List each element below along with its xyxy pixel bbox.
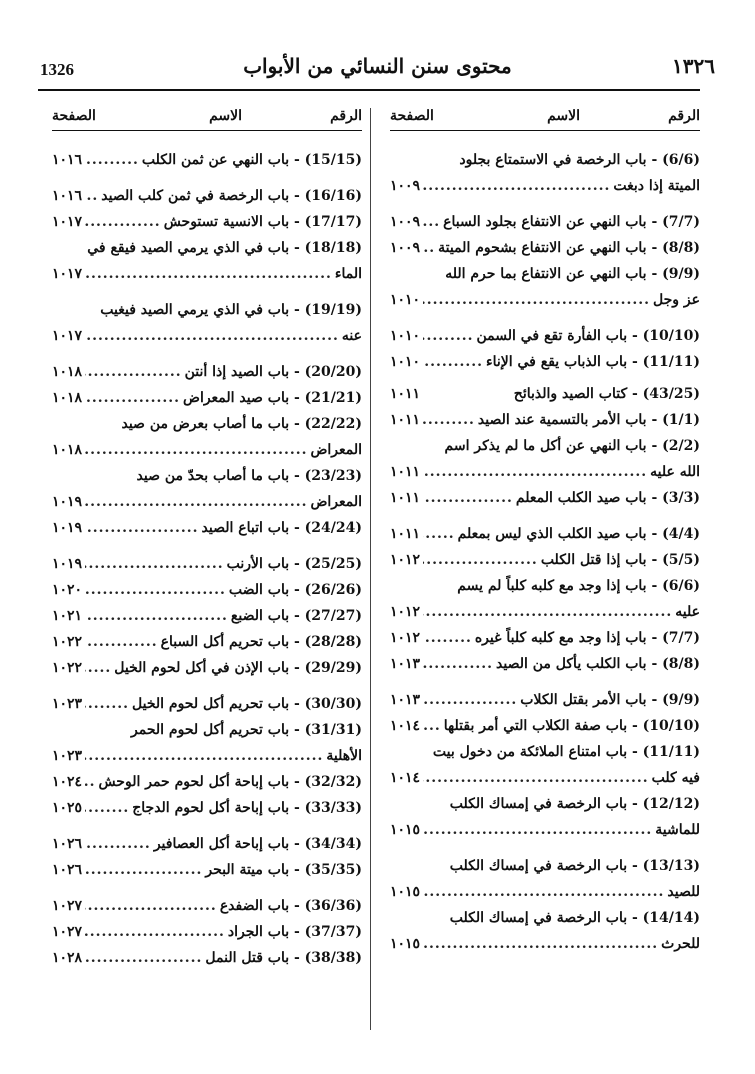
entry-page-number: ١٠١٠ — [390, 354, 421, 370]
entry-title-continuation: عليه — [675, 604, 700, 620]
entry-page-number: ١٠٢٣ — [52, 748, 83, 764]
toc-entry — [390, 547, 700, 573]
toc-entry — [52, 919, 362, 945]
entry-title-continuation: الميتة إذا دبغت — [613, 178, 700, 194]
entry-title: (21/21) - باب صيد المعراض — [183, 390, 362, 406]
header-name: الاسم — [209, 108, 242, 124]
entry-page-number: ١٠١٧ — [52, 328, 83, 344]
leader-dots — [423, 407, 475, 433]
header-number: الرقم — [330, 108, 362, 124]
leader-dots — [85, 437, 307, 463]
entry-title-continuation: للحرث — [661, 936, 700, 952]
entry-title: (32/32) - باب إباحة أكل لحوم حمر الوحش — [98, 774, 362, 790]
page-number-arabic: ١٣٢٦ — [672, 54, 715, 78]
leader-dots — [85, 945, 202, 971]
entry-title-continuation: للماشية — [655, 822, 700, 838]
entry-title: (34/34) - باب إباحة أكل العصافير — [153, 836, 362, 852]
entry-title-continuation: عنه — [341, 328, 362, 344]
entry-page-number: ١٠١٩ — [52, 494, 83, 510]
entry-title: (6/6) - باب إذا وجد مع كلبه كلباً لم يسم — [457, 578, 700, 594]
toc-entry — [52, 629, 362, 655]
entry-title: (24/24) - باب اتباع الصيد — [201, 520, 362, 536]
leader-dots — [423, 485, 513, 511]
entry-page-number: ١٠١٠ — [390, 328, 421, 344]
leader-dots — [85, 743, 323, 769]
toc-entry — [52, 183, 362, 209]
entry-page-number: ١٠٢٣ — [52, 696, 83, 712]
leader-dots — [423, 713, 441, 739]
entry-page-number: ١٠١٨ — [52, 442, 83, 458]
leader-dots — [85, 769, 95, 795]
leader-dots — [85, 655, 111, 681]
leader-dots — [423, 547, 538, 573]
entry-title: (2/2) - باب النهي عن أكل ما لم يذكر اسم — [444, 438, 700, 454]
entry-title: (37/37) - باب الجراد — [227, 924, 362, 940]
entry-page-number: ١٠١٨ — [52, 364, 83, 380]
leader-dots — [423, 349, 483, 375]
leader-dots — [85, 857, 202, 883]
leader-dots — [85, 323, 339, 349]
header-name: الاسم — [547, 108, 580, 124]
toc-entry — [390, 433, 700, 485]
leader-dots — [85, 551, 224, 577]
entry-page-number: ١٠٠٩ — [390, 178, 421, 194]
toc-entry — [390, 625, 700, 651]
entry-page-number: ١٠١١ — [390, 490, 421, 506]
toc-entry — [52, 209, 362, 235]
toc-entry — [390, 323, 700, 349]
entry-page-number: ١٠٢٦ — [52, 836, 83, 852]
entry-title: (27/27) - باب الضبع — [230, 608, 362, 624]
leader-dots — [423, 817, 652, 843]
running-title: محتوى سنن النسائي من الأبواب — [243, 54, 512, 78]
toc-entry — [390, 713, 700, 739]
entry-title: (30/30) - باب تحريم أكل لحوم الخيل — [132, 696, 362, 712]
entry-page-number: ١٠٢٧ — [52, 924, 83, 940]
entry-page-number: ١٠١٢ — [390, 604, 421, 620]
toc-entry — [390, 147, 700, 199]
toc-entry — [52, 147, 362, 173]
header-rule — [38, 89, 700, 91]
entry-page-number: ١٠١٧ — [52, 266, 83, 282]
entry-title: (19/19) - باب في الذي يرمي الصيد فيغيب — [100, 302, 362, 318]
entry-page-number: ١٠١١ — [390, 412, 421, 428]
entry-page-number: ١٠١٥ — [390, 822, 421, 838]
leader-dots — [85, 603, 228, 629]
leader-dots — [85, 489, 307, 515]
entry-title: (20/20) - باب الصيد إذا أنتن — [184, 364, 362, 380]
entry-title: (22/22) - باب ما أصاب بعرض من صيد — [121, 416, 362, 432]
entry-page-number: ١٠١٦ — [52, 188, 83, 204]
entry-title: (10/10) - باب صفة الكلاب التي أمر بقتلها — [443, 718, 700, 734]
entry-page-number: ١٠١٣ — [390, 656, 421, 672]
leader-dots — [423, 323, 473, 349]
entry-page-number: ١٠٠٩ — [390, 214, 421, 230]
toc-entry — [390, 853, 700, 905]
toc-entry — [52, 945, 362, 971]
toc-entry — [52, 297, 362, 349]
entry-title: (16/16) - باب الرخصة في ثمن كلب الصيد — [101, 188, 362, 204]
entry-title: (26/26) - باب الضب — [228, 582, 362, 598]
entry-title: (15/15) - باب النهي عن ثمن الكلب — [141, 152, 362, 168]
leader-dots — [423, 651, 493, 677]
entry-page-number: ١٠١٥ — [390, 884, 421, 900]
leader-dots — [85, 919, 225, 945]
toc-entry — [52, 551, 362, 577]
left-column — [52, 108, 362, 971]
leader-dots — [85, 893, 217, 919]
entry-title: (31/31) - باب تحريم أكل لحوم الحمر — [131, 722, 362, 738]
leader-dots — [85, 261, 332, 287]
entry-title: (23/23) - باب ما أصاب بحدّ من صيد — [136, 468, 362, 484]
toc-entry — [52, 717, 362, 769]
toc-entry — [52, 515, 362, 541]
entry-title: (4/4) - باب صيد الكلب الذي ليس بمعلم — [457, 526, 700, 542]
leader-dots — [85, 515, 198, 541]
entry-title: (10/10) - باب الفأرة تقع في السمن — [476, 328, 700, 344]
entry-title: (5/5) - باب إذا قتل الكلب — [540, 552, 700, 568]
leader-dots — [85, 577, 226, 603]
entry-title: (14/14) - باب الرخصة في إمساك الكلب — [449, 910, 700, 926]
leader-dots — [423, 209, 440, 235]
entry-title-continuation: الماء — [334, 266, 362, 282]
entry-page-number: ١٠١٤ — [390, 770, 421, 786]
toc-entry — [390, 407, 700, 433]
entry-page-number: ١٠١٧ — [52, 214, 83, 230]
toc-entry — [52, 691, 362, 717]
leader-dots — [423, 173, 610, 199]
leader-dots — [423, 599, 672, 625]
entry-title-continuation: فيه كلب — [651, 770, 700, 786]
entry-page-number: ١٠١١ — [390, 464, 421, 480]
entry-title-continuation: المعراض — [310, 442, 362, 458]
column-header — [52, 108, 362, 131]
leader-dots — [85, 795, 129, 821]
entry-title: (3/3) - باب صيد الكلب المعلم — [515, 490, 700, 506]
column-divider — [370, 108, 371, 1030]
header-page: الصفحة — [390, 108, 434, 124]
entry-page-number: ١٠١٩ — [52, 520, 83, 536]
leader-dots — [423, 235, 435, 261]
toc-entry — [390, 687, 700, 713]
page-number-latin: 1326 — [40, 60, 74, 79]
entry-title: (13/13) - باب الرخصة في إمساك الكلب — [449, 858, 700, 874]
toc-entry — [390, 905, 700, 957]
toc-entry — [52, 603, 362, 629]
entry-title: (18/18) - باب في الذي يرمي الصيد فيقع في — [87, 240, 362, 256]
toc-entry — [52, 769, 362, 795]
entry-title: (35/35) - باب ميتة البحر — [205, 862, 362, 878]
entry-page-number: ١٠١٦ — [52, 152, 83, 168]
entry-title: (7/7) - باب النهي عن الانتفاع بجلود السباع — [443, 214, 700, 230]
entry-title: (8/8) - باب النهي عن الانتفاع بشحوم الميتة — [438, 240, 700, 256]
entry-page-number: ١٠١٣ — [390, 692, 421, 708]
entry-title: (12/12) - باب الرخصة في إمساك الكلب — [449, 796, 700, 812]
header-number: الرقم — [668, 108, 700, 124]
entry-title: (1/1) - باب الأمر بالتسمية عند الصيد — [477, 412, 700, 428]
entry-page-number: ١٠٢٦ — [52, 862, 83, 878]
chapter-heading — [390, 381, 700, 407]
entry-title: (6/6) - باب الرخصة في الاستمتاع بجلود — [459, 152, 700, 168]
entry-title: (33/33) - باب إباحة أكل لحوم الدجاج — [132, 800, 362, 816]
leader-dots — [85, 359, 182, 385]
entry-page-number: ١٠١٢ — [390, 630, 421, 646]
entry-page-number: ١٠٢٤ — [52, 774, 83, 790]
leader-dots — [423, 459, 647, 485]
toc-entry — [52, 235, 362, 287]
leader-dots — [423, 521, 455, 547]
leader-dots — [85, 691, 129, 717]
toc-entry — [390, 791, 700, 843]
toc-entry — [390, 349, 700, 375]
leader-dots — [423, 765, 649, 791]
toc-entry — [52, 795, 362, 821]
leader-dots — [423, 287, 650, 313]
leader-dots — [423, 879, 664, 905]
toc-entry — [390, 261, 700, 313]
toc-entry — [52, 655, 362, 681]
toc-entry — [390, 485, 700, 511]
toc-entry — [52, 893, 362, 919]
toc-entry — [390, 521, 700, 547]
leader-dots — [85, 183, 98, 209]
entry-title: (25/25) - باب الأرنب — [226, 556, 362, 572]
toc-entry — [52, 359, 362, 385]
entry-title: (9/9) - باب النهي عن الانتفاع بما حرم الله — [445, 266, 700, 282]
entry-page-number: ١٠٢٥ — [52, 800, 83, 816]
entry-page-number: ١٠١١ — [390, 386, 421, 402]
entry-page-number: ١٠١١ — [390, 526, 421, 542]
leader-dots — [423, 931, 658, 957]
toc-entry — [52, 831, 362, 857]
entry-list — [390, 147, 700, 957]
entry-page-number: ١٠١٩ — [52, 556, 83, 572]
entry-title: (9/9) - باب الأمر بقتل الكلاب — [520, 692, 700, 708]
entry-page-number: ١٠٢٢ — [52, 634, 83, 650]
entry-title: (29/29) - باب الإذن في أكل لحوم الخيل — [114, 660, 362, 676]
entry-title: (11/11) - باب امتناع الملائكة من دخول بيت — [432, 744, 700, 760]
entry-page-number: ١٠٢٧ — [52, 898, 83, 914]
toc-entry — [52, 577, 362, 603]
header-page: الصفحة — [52, 108, 96, 124]
entry-list — [52, 147, 362, 971]
entry-page-number: ١٠١٠ — [390, 292, 421, 308]
toc-entry — [390, 651, 700, 677]
leader-dots — [423, 687, 517, 713]
toc-entry — [390, 235, 700, 261]
entry-title-continuation: للصيد — [667, 884, 700, 900]
entry-title: (8/8) - باب الكلب يأكل من الصيد — [496, 656, 700, 672]
entry-title: (28/28) - باب تحريم أكل السباع — [160, 634, 362, 650]
entry-title: (38/38) - باب قتل النمل — [205, 950, 362, 966]
entry-page-number: ١٠١٨ — [52, 390, 83, 406]
toc-entry — [390, 209, 700, 235]
entry-title-continuation: الأهلية — [326, 748, 362, 764]
leader-dots — [423, 625, 472, 651]
entry-title-continuation: الله عليه — [650, 464, 700, 480]
toc-entry — [390, 739, 700, 791]
entry-title: (17/17) - باب الانسية تستوحش — [163, 214, 362, 230]
leader-dots — [85, 629, 158, 655]
leader-dots — [85, 385, 180, 411]
toc-entry — [52, 385, 362, 411]
leader-dots — [85, 147, 139, 173]
leader-dots — [85, 209, 161, 235]
toc-entry — [52, 463, 362, 515]
entry-page-number: ١٠٢٨ — [52, 950, 83, 966]
entry-page-number: ١٠١٥ — [390, 936, 421, 952]
entry-title: (11/11) - باب الذباب يقع في الإناء — [486, 354, 700, 370]
toc-entry — [52, 857, 362, 883]
toc-entry — [52, 411, 362, 463]
entry-title: (36/36) - باب الضفدع — [219, 898, 362, 914]
column-header — [390, 108, 700, 131]
entry-title: (43/25) - كتاب الصيد والذبائح — [513, 386, 700, 402]
entry-page-number: ١٠٢٠ — [52, 582, 83, 598]
entry-page-number: ١٠٢٢ — [52, 660, 83, 676]
entry-title-continuation: المعراض — [310, 494, 362, 510]
entry-page-number: ١٠١٤ — [390, 718, 421, 734]
entry-page-number: ١٠٢١ — [52, 608, 83, 624]
right-column — [390, 108, 700, 957]
entry-page-number: ١٠١٢ — [390, 552, 421, 568]
entry-title: (7/7) - باب إذا وجد مع كلبه كلباً غيره — [474, 630, 700, 646]
entry-title-continuation: عز وجل — [653, 292, 700, 308]
toc-entry — [390, 573, 700, 625]
leader-dots — [85, 831, 151, 857]
entry-page-number: ١٠٠٩ — [390, 240, 421, 256]
